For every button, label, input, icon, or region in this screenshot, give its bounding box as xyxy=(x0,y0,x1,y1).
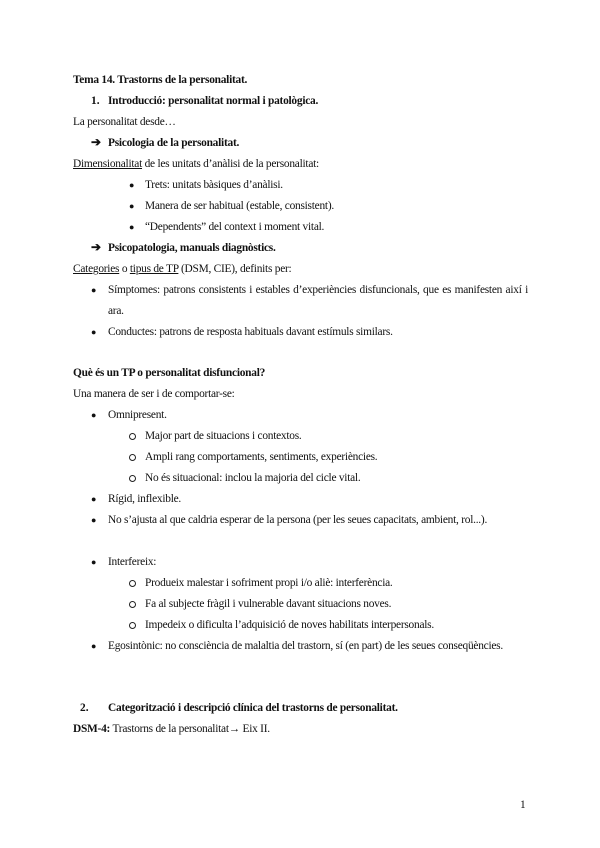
omni-sub-2: Ampli rang comportaments, sentiments, experiències. xyxy=(145,451,378,463)
inter-sub-3: Impedeix o dificulta l’adquisició de noves habilitats interpersonals. xyxy=(145,619,434,631)
inter-sub-2: Fa al subjecte fràgil i vulnerable davant situacions noves. xyxy=(145,598,392,610)
bullet-icon: ● xyxy=(91,515,97,525)
interfereix-item: Interfereix: xyxy=(108,556,157,568)
bullet-icon: ● xyxy=(91,410,97,420)
omni-sub-1: Major part de situacions i contextos. xyxy=(145,430,302,442)
arrow-right-icon: ➔ xyxy=(91,135,102,149)
bullet-icon: ● xyxy=(91,557,97,567)
page-number: 1 xyxy=(520,799,526,811)
egosintonic-item: Egosintònic: no consciència de malaltia del trastorn, sí (en part) de les seues conseqüències. xyxy=(108,640,503,652)
bullet-icon: ● xyxy=(129,180,135,190)
arrow-item-psicologia: Psicologia de la personalitat. xyxy=(108,137,240,149)
question-heading: Què és un TP o personalitat disfuncional? xyxy=(73,367,266,379)
paragraph-desde: La personalitat desde… xyxy=(73,116,176,128)
omnipresent-item: Omnipresent. xyxy=(108,409,167,421)
dimensionalitat-line: Dimensionalitat de les unitats d’anàlisi de la personalitat: xyxy=(73,158,319,170)
section-2-number: 2. xyxy=(80,702,89,714)
dsm-line: DSM-4: Trastorns de la personalitat→ Eix II. xyxy=(73,723,270,735)
bullet-icon: ● xyxy=(91,327,97,337)
section-2-heading: Categorització i descripció clínica del trastorns de personalitat. xyxy=(108,702,398,714)
ajusta-item: No s’ajusta al que caldria esperar de la persona (per les seues capacitats, ambient, rol...). xyxy=(108,514,488,526)
section-1-number: 1. xyxy=(91,95,100,107)
dim-item-2: Manera de ser habitual (estable, consistent). xyxy=(145,200,334,212)
bullet-icon: ● xyxy=(91,641,97,651)
question-intro: Una manera de ser i de comportar-se: xyxy=(73,388,235,400)
rigid-item: Rígid, inflexible. xyxy=(108,493,182,505)
circle-bullet-icon xyxy=(129,454,136,461)
cat-item-2: Conductes: patrons de resposta habituals davant estímuls similars. xyxy=(108,326,393,338)
arrow-item-psicopatologia: Psicopatologia, manuals diagnòstics. xyxy=(108,242,276,254)
section-1-heading: Introducció: personalitat normal i patològica. xyxy=(108,95,319,107)
circle-bullet-icon xyxy=(129,433,136,440)
document-title: Tema 14. Trastorns de la personalitat. xyxy=(73,74,248,86)
circle-bullet-icon xyxy=(129,580,136,587)
bullet-icon: ● xyxy=(129,222,135,232)
inter-sub-1: Produeix malestar i sofriment propi i/o aliè: interferència. xyxy=(145,577,393,589)
dsm-label: DSM-4: xyxy=(73,723,111,735)
dim-item-1: Trets: unitats bàsiques d’anàlisi. xyxy=(145,179,283,191)
bullet-icon: ● xyxy=(91,494,97,504)
bullet-icon: ● xyxy=(91,285,97,295)
omni-sub-3: No és situacional: inclou la majoria del cicle vital. xyxy=(145,472,361,484)
circle-bullet-icon xyxy=(129,601,136,608)
bullet-icon: ● xyxy=(129,201,135,211)
arrow-right-icon: ➔ xyxy=(91,240,102,254)
cat-item-1: Símptomes: patrons consistents i estables d’experiències disfuncionals, que es manifesten així i ara. xyxy=(108,284,528,317)
circle-bullet-icon xyxy=(129,622,136,629)
dim-item-3: “Dependents” del context i moment vital. xyxy=(145,221,325,233)
dimensionalitat-term: Dimensionalitat xyxy=(73,158,143,170)
categories-line: Categories o tipus de TP (DSM, CIE), definits per: xyxy=(73,263,292,275)
circle-bullet-icon xyxy=(129,475,136,482)
